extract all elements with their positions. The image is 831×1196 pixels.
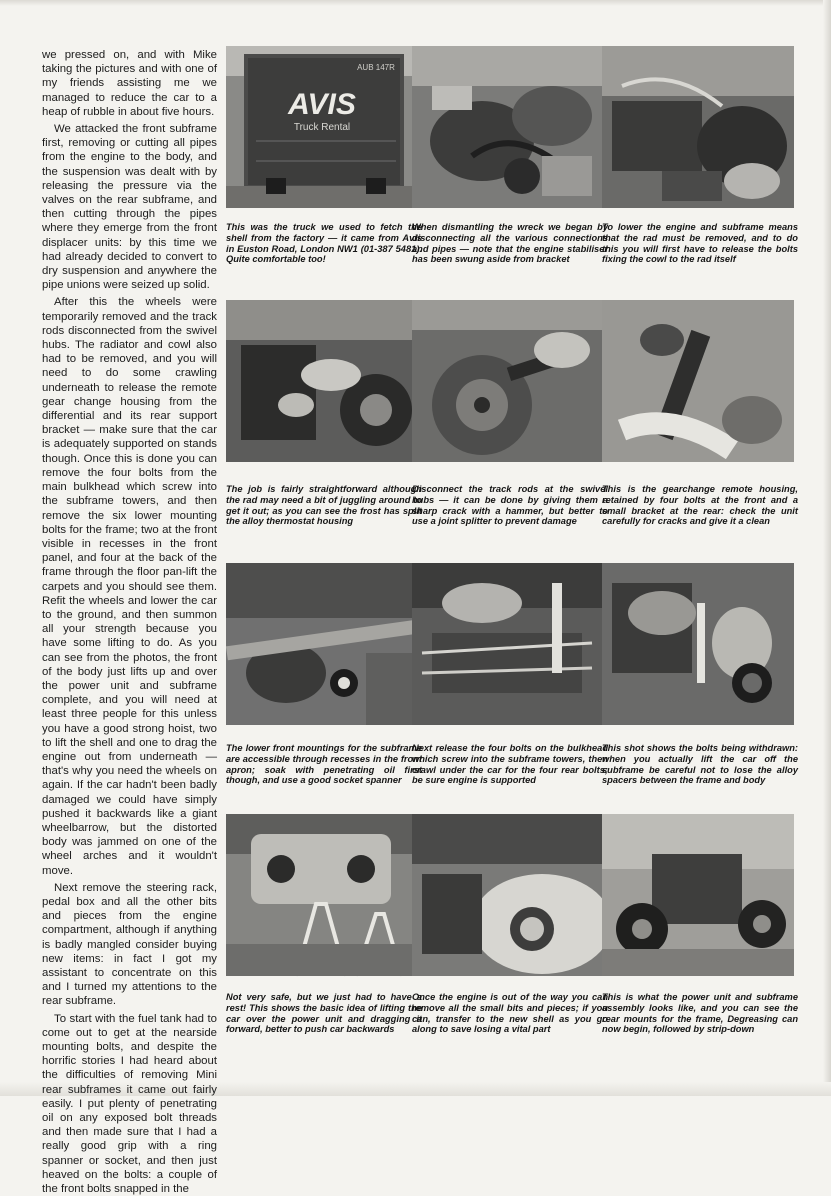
photo-caption: Not very safe, but we just had to have a rest! This shows the basic idea of lifting the car over the power unit and dragging it forward, better to push car backwards	[226, 992, 422, 1035]
photo-small-bits	[412, 814, 604, 976]
page-top-edge	[0, 0, 831, 6]
article-paragraph: Next remove the steering rack, pedal box and all the other bits and pieces from the engine compartment, although if anything is badly mangled consider buying new items: in fact I got my assistant to concentrate on this and I turned my attentions to the rear subframe.	[42, 881, 217, 1008]
photo-caption: Once the engine is out of the way you can remove all the small bits and pieces; if you can, transfer to the new shell as you go along to save losing a vital part	[412, 992, 608, 1035]
photo-radiator-removal	[226, 300, 418, 462]
photo-gearchange-housing	[602, 300, 794, 462]
truck-sign-main: AVIS	[288, 88, 356, 121]
photo-caption: To lower the engine and subframe means that the rad must be removed, and to do this you will first have to release the bolts fixing the cowl to the rad itself	[602, 222, 798, 265]
article-body-column	[42, 48, 217, 1196]
photo-power-unit-assembly	[602, 814, 794, 976]
photo-caption: The lower front mountings for the subframe are accessible through recesses in the front apron; soak with penetrating oil first though, and use a good socket spanner	[226, 743, 422, 786]
article-paragraph: We attacked the front subframe first, removing or cutting all pipes from the engine to the body, and the suspension was dealt with by releasing the pressure via the valves on the rear subframe, and then cutting through the pipes where they emerge from the front displacer units: by this time we had already decided to convert to dry suspension and anywhere the pipe unions were seized up solid.	[42, 123, 217, 292]
photo-caption: This shot shows the bolts being withdrawn: when you actually lift the car off the subframe be careful not to lose the alloy spacers between the frame and body	[602, 743, 798, 786]
photo-radiator-cowl	[602, 46, 794, 208]
photo-caption: The job is fairly straightforward although the rad may need a bit of juggling around to get it out; as you can see the frost has split the alloy thermostat housing	[226, 484, 422, 527]
photo-bolts-withdrawn	[602, 563, 794, 725]
article-paragraph: After this the wheels were temporarily removed and the track rods disconnected from the swivel hubs. The radiator and cowl also had to be removed, and you will need to do some crawling underneath to release the remote gear change housing from the differential and its rear support bracket — make sure that the car is adequately supported on stands though. Once this is done you can remove the four bolts from the main bulkhead which screw into the subframe towers, and then remove the six lower mounting bolts for the frame; two at the front visible in recesses in the front panel, and four at the back of the frame through the floor pan-lift the carpets and you should see them. Refit the wheels and lower the car to the ground, and then summon all your strength because you have some lifting to do. As you can see from the photos, the front of the body just lifts up and over the power unit and subframe complete, and you will need at least three people for this unless you have a good strong hoist, two to lift the shell and one to drag the engine out from underneath — that's why you need the wheels on again. If the car hadn't been badly damaged we could have simply pushed it backwards like a giant wheelbarrow, but the distorted body was jammed on one of the wheel arches and it wouldn't move.	[42, 296, 217, 877]
photo-caption: This is what the power unit and subframe assembly looks like, and you can see the rear mounts for the frame, Degreasing can now begin, followed by strip-down	[602, 992, 798, 1035]
photo-caption: When dismantling the wreck we began by disconnecting all the various connections and pipes — note that the engine stabiliser has been swung aside from bracket	[412, 222, 608, 265]
photo-avis-truck	[226, 46, 418, 208]
photo-caption: This is the gearchange remote housing, retained by four bolts at the front and a small bracket at the rear: check the unit carefully for cracks and give it a clean	[602, 484, 798, 527]
photo-caption: Disconnect the track rods at the swivel hubs — it can be done by giving them a sharp crack with a hammer, but better to use a joint splitter to prevent damage	[412, 484, 608, 527]
truck-sign-sub: Truck Rental	[293, 122, 351, 133]
photo-bulkhead-bolts	[412, 563, 604, 725]
photo-lifting-car	[226, 814, 418, 976]
article-paragraph: we pressed on, and with Mike taking the pictures and with one of my friends assisting me we managed to reduce the car to a heap of rubble in about five hours.	[42, 49, 217, 118]
photo-engine-connections	[412, 46, 604, 208]
photo-caption: Next release the four bolts on the bulkhead which screw into the subframe towers, then crawl under the car for the four rear bolts; be sure engine is supported	[412, 743, 608, 786]
truck-plate: AUB 147R	[357, 63, 395, 72]
page-right-edge	[823, 0, 831, 1096]
photo-caption: This was the truck we used to fetch the shell from the factory — it came from Avis in Euston Road, London NW1 (01-387 5481). Quite comfortable too!	[226, 222, 422, 265]
photo-lower-front-mountings	[226, 563, 418, 725]
photo-track-rods	[412, 300, 604, 462]
article-paragraph: To start with the fuel tank had to come out to get at the nearside mounting bolts, and despite the horrific stories I had heard about the difficulties of removing Mini rear subframes it came out fairly easily. I put plenty of penetrating oil on any exposed bolt threads and then made sure that I had a really good grip with a ring spanner or socket, and then just heaved on the bolts: a couple of the front bolts snapped in the	[42, 1012, 217, 1196]
